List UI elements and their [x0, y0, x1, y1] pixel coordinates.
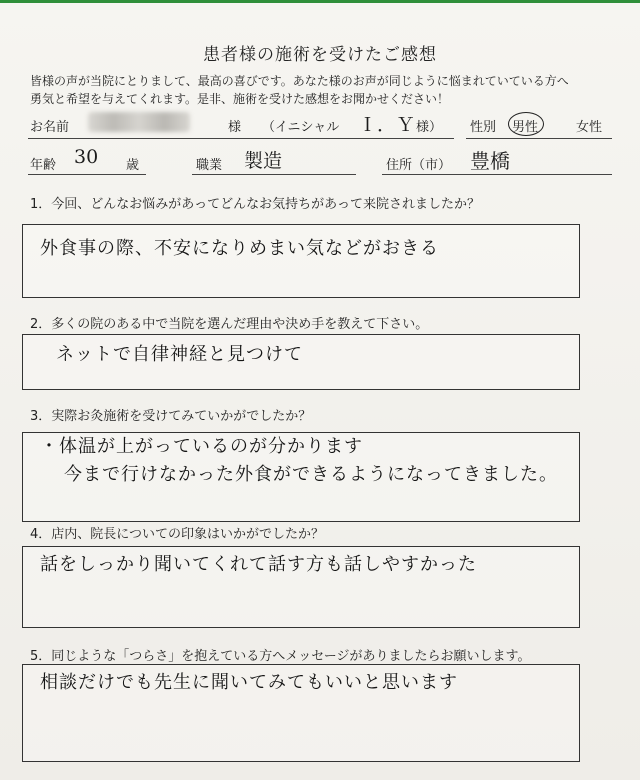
initial-value: Ｉ．Ｙ — [358, 114, 416, 136]
age-value: 30 — [74, 146, 99, 168]
answer-1-line-1: 外食事の際、不安になりめまい気などがおきる — [40, 238, 439, 259]
sama-label: 様 — [228, 120, 242, 135]
question-2 — [30, 313, 428, 332]
address-label: 住所（市） — [386, 158, 452, 173]
answer-3-line-2: 今まで行けなかった外食ができるようになってきました。 — [64, 464, 558, 485]
intro-line-2: 勇気と希望を与えてくれます。是非、施術を受けた感想をお聞かせください！ — [30, 92, 450, 106]
question-text: 今回、どんなお悩みがあってどんなお気持ちがあって来院されましたか？ — [51, 197, 481, 212]
answer-3-line-1: ・体温が上がっているのが分かります — [40, 436, 363, 457]
gender-circle-mark — [508, 112, 544, 136]
page-title: 患者様の施術を受けたご感想 — [203, 45, 437, 65]
initial-label: （イニシャル — [262, 120, 340, 135]
age-unit: 歳 — [126, 158, 140, 173]
question-5 — [30, 645, 530, 664]
answer-4-line-1: 話をしっかり聞いてくれて話す方も話しやすかった — [40, 554, 477, 575]
question-number: 1． — [30, 197, 52, 212]
name-underline — [28, 138, 454, 139]
address-value: 豊橋 — [470, 149, 510, 173]
question-text: 多くの院のある中で当院を選んだ理由や決め手を教えて下さい。 — [51, 317, 429, 332]
question-number: 2． — [30, 317, 52, 332]
intro-line-1: 皆様の声が当院にとりまして、最高の喜びです。あなた様のお声が同じように悩まれていている方へ — [30, 74, 569, 88]
job-underline — [192, 174, 356, 175]
question-4 — [30, 523, 324, 542]
answer-5-line-1: 相談だけでも先生に聞いてみてもいいと思います — [40, 672, 458, 693]
gender-underline — [466, 138, 612, 139]
question-number: 4． — [30, 527, 52, 542]
answer-2-line-1: ネットで自律神経と見つけて — [56, 344, 303, 365]
question-text: 店内、院長についての印象はいかがでしたか？ — [51, 527, 325, 542]
initial-sama-label: 様） — [416, 120, 443, 135]
age-underline — [28, 174, 146, 175]
gender-male: 男性 — [512, 120, 539, 135]
age-label: 年齢 — [30, 158, 57, 173]
name-label: お名前 — [30, 120, 70, 135]
job-label: 職業 — [196, 158, 223, 173]
question-number: 3． — [30, 409, 52, 424]
address-underline — [382, 174, 612, 175]
question-text: 同じような「つらさ」を抱えている方へメッセージがありましたらお願いします。 — [51, 649, 531, 664]
gender-female: 女性 — [576, 120, 603, 135]
redacted-name — [88, 112, 190, 132]
top-green-line — [0, 0, 640, 3]
question-number: 5． — [30, 649, 52, 664]
question-3 — [30, 405, 311, 424]
job-value: 製造 — [244, 150, 283, 172]
question-text: 実際お灸施術を受けてみていかがでしたか？ — [51, 409, 312, 424]
gender-label: 性別 — [470, 120, 497, 135]
question-1 — [30, 193, 480, 212]
